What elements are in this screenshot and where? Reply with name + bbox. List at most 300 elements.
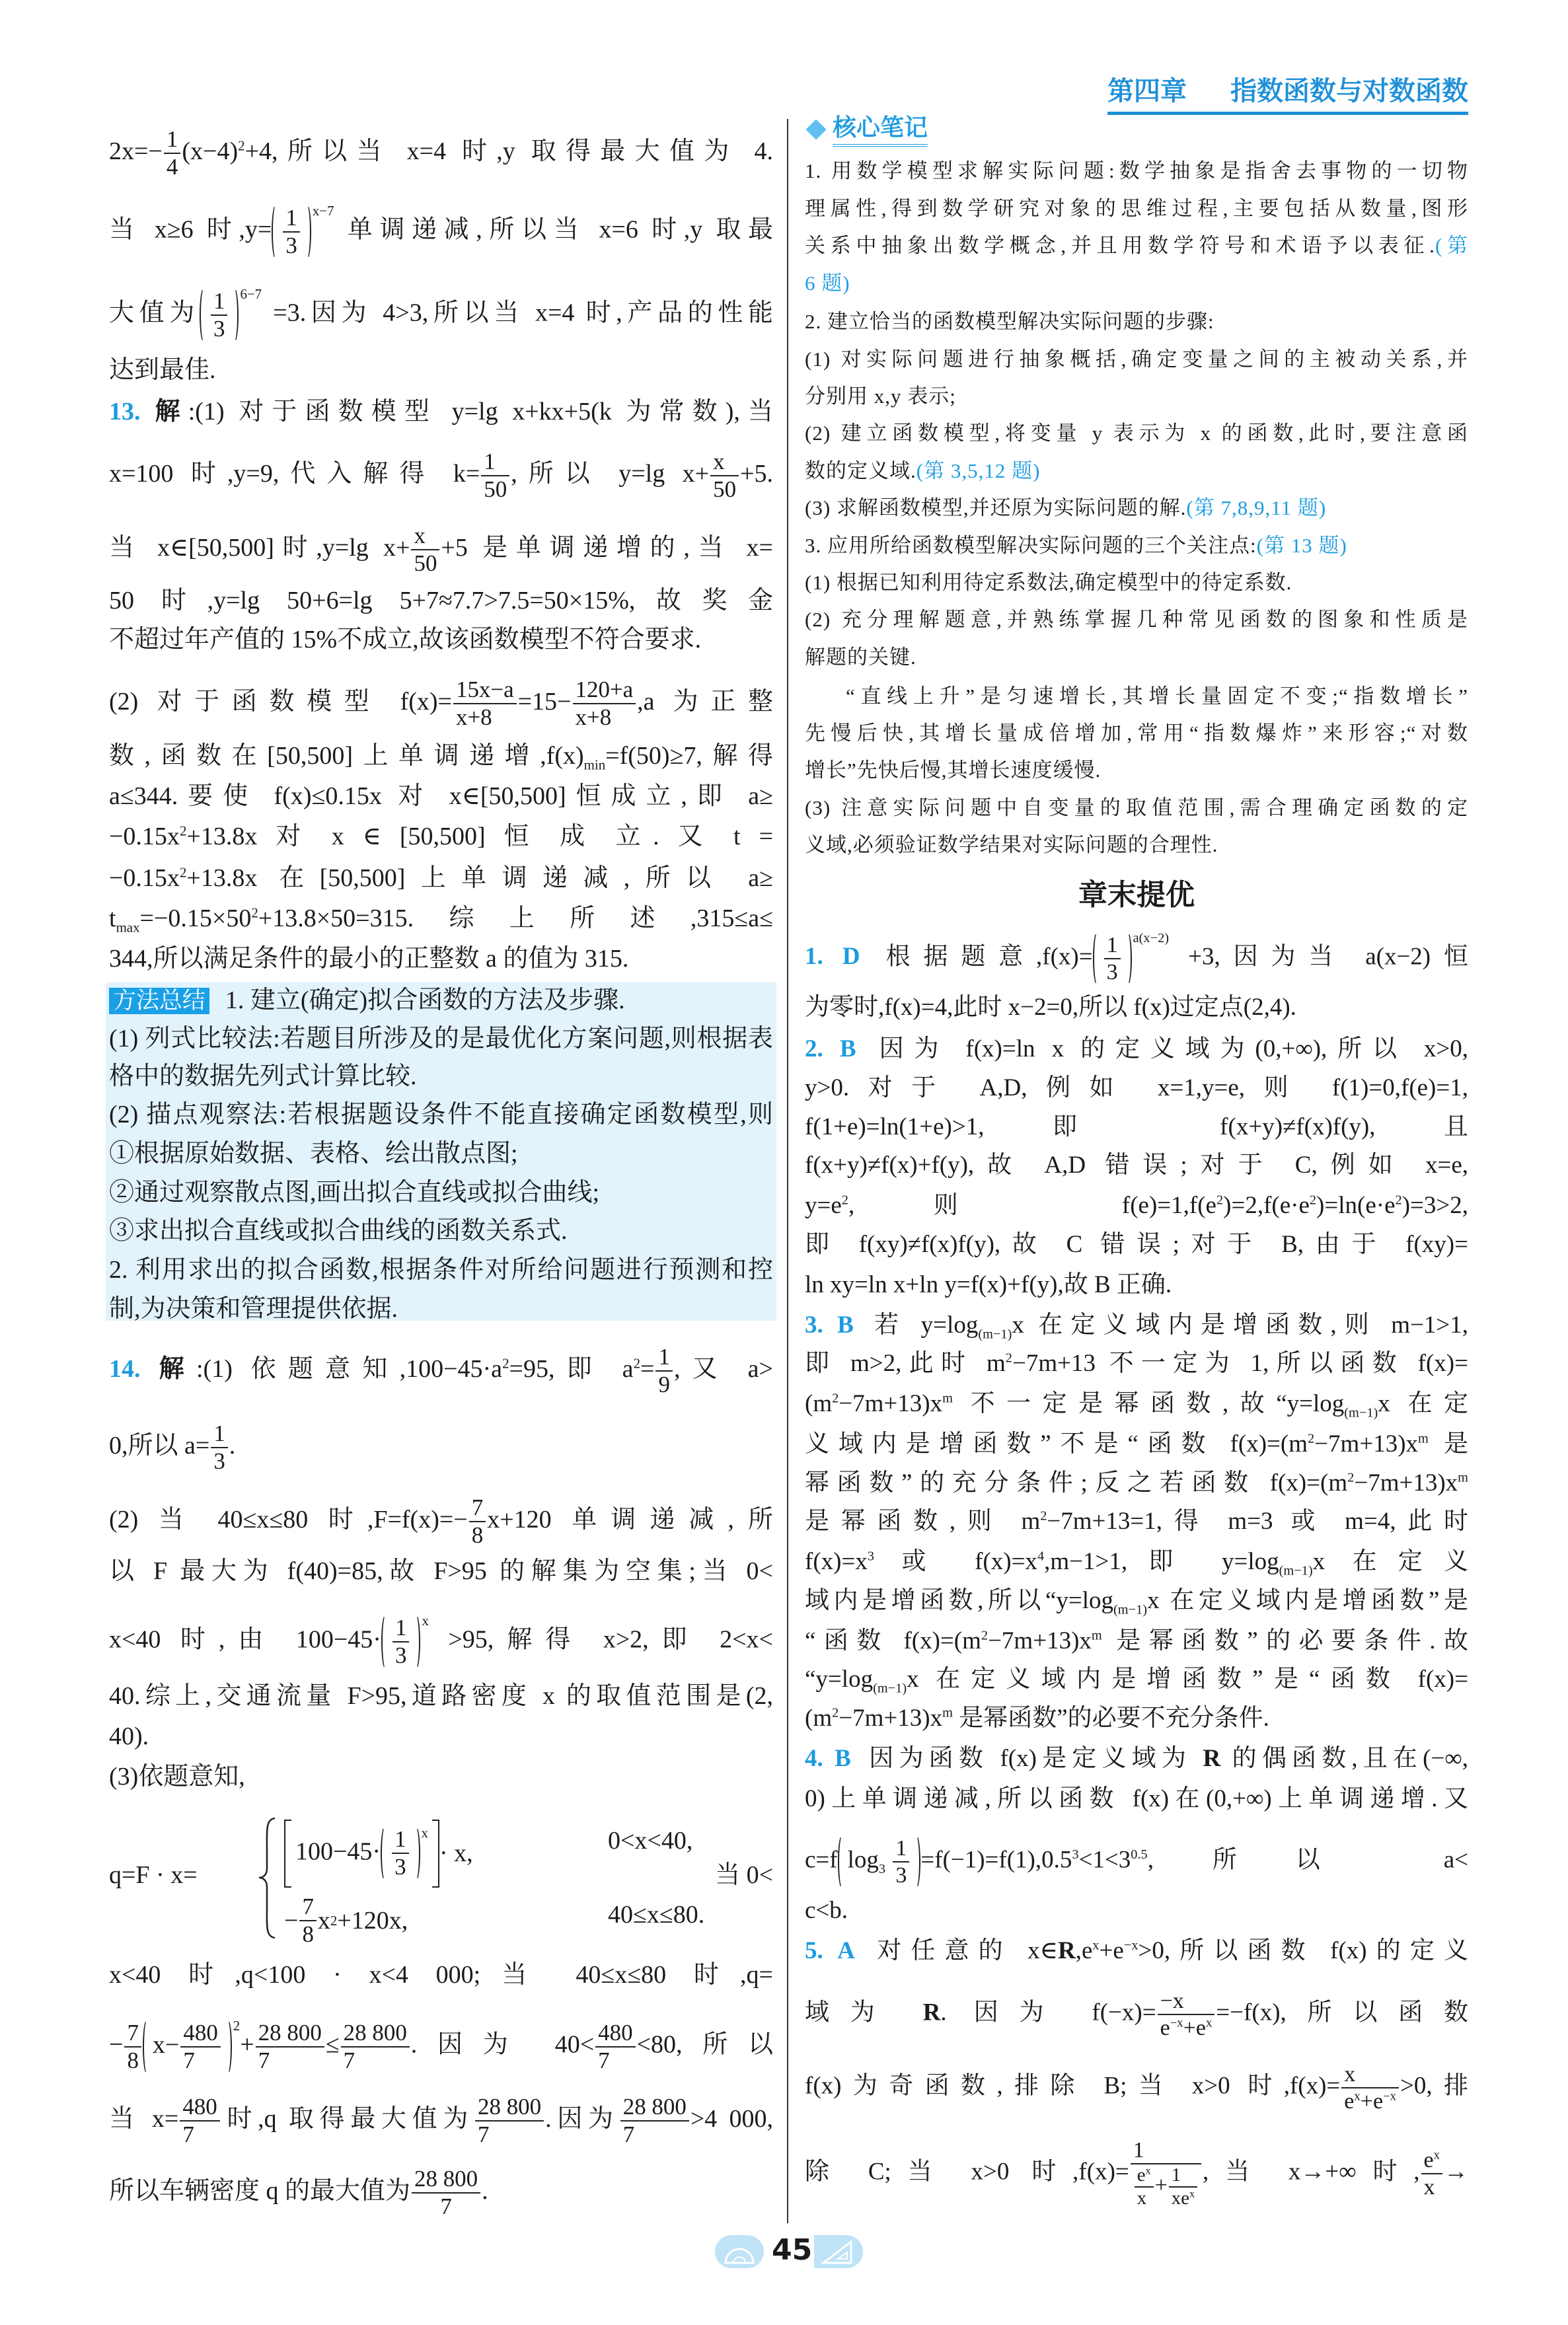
column-divider (787, 119, 788, 2223)
right-paren (303, 204, 311, 260)
text (885, 1846, 891, 1873)
text-line (109, 1132, 773, 1175)
text: 480 (182, 2094, 217, 2120)
superscript: 2 (1040, 1508, 1047, 1524)
text: −0.15x (109, 823, 180, 850)
text: x+8 (455, 704, 492, 731)
text-line (109, 897, 773, 940)
bold-text: R (1057, 1937, 1076, 1964)
superscript: 2 (238, 137, 245, 154)
text-line (805, 1930, 1468, 1972)
denominator (1135, 2188, 1154, 2209)
text-line (109, 1017, 773, 1060)
text: − (284, 1907, 299, 1935)
text: x+8 (575, 704, 612, 731)
text: 义域,必须验证数学结果对实际问题的合理性. (805, 833, 1218, 856)
numerator (1341, 2061, 1399, 2088)
text-line (805, 1890, 1468, 1932)
subscript: 3 (878, 1861, 886, 1876)
superscript: m (1091, 1628, 1102, 1643)
superscript: 2 (1347, 1470, 1355, 1485)
superscript: m (1418, 1431, 1429, 1446)
text: −7m+13)x (839, 1705, 943, 1732)
text: t (109, 904, 116, 932)
denominator (211, 1448, 227, 1475)
text: 7 (440, 2194, 452, 2220)
text: x− (152, 2030, 180, 2059)
text: 0)上单调递减,所以函数 f(x)在(0,+∞)上单调递增.又 (805, 1785, 1468, 1812)
text: 28 800 (622, 2094, 687, 2120)
right-paren (412, 1614, 420, 1670)
text: +5 是单调递增的,当 x= (441, 533, 773, 562)
text: 2. 利用求出的拟合函数,根据条件对所给问题进行预测和控 (109, 1256, 773, 1284)
text-line (109, 286, 773, 342)
text: 1 (394, 1614, 407, 1641)
text: 50 (484, 476, 507, 503)
text-line (805, 2061, 1468, 2114)
text: 8 (302, 1921, 314, 1948)
superscript: 2 (832, 1705, 839, 1720)
text: 1 (484, 449, 496, 474)
left-paren (1093, 932, 1101, 986)
text: 域内是增函数,所以“y=log (805, 1587, 1114, 1614)
text: x (1423, 2174, 1435, 2199)
text-line (109, 1344, 773, 1398)
parenthesized-expression (143, 2019, 240, 2075)
math-group (391, 1826, 410, 1880)
text: 1 (895, 1835, 907, 1861)
text-line (805, 1343, 1468, 1385)
text: >95,解得 x>2,即 2<x< (428, 1625, 773, 1654)
numerator (411, 523, 439, 550)
text-line (805, 599, 1468, 641)
denominator (469, 1522, 486, 1549)
denominator (453, 704, 517, 731)
text: ,m−1>1,即 y=log (1044, 1548, 1279, 1575)
text: 2. 建立恰当的函数模型解决实际问题的步骤: (805, 310, 1214, 333)
math-group (1137, 2164, 1151, 2186)
text-line (805, 301, 1468, 343)
piecewise-lhs: q=F · x= (109, 1861, 198, 1889)
text-line (109, 1093, 773, 1136)
text-line (805, 712, 1468, 755)
text: −7m+13)x (1354, 1469, 1458, 1496)
text: e (1160, 2016, 1170, 2041)
text: 当 x= (109, 2104, 179, 2133)
text: x (1344, 2062, 1356, 2086)
question-label: 1. D (805, 943, 860, 971)
question-label: 3. B (805, 1311, 854, 1339)
text: 480 (183, 2019, 218, 2046)
text: ln xy=ln x+ln y=f(x)+f(y),故 B 正确. (805, 1271, 1172, 1298)
math-group (153, 2020, 222, 2074)
text: 28 800 (414, 2166, 478, 2192)
bold-text: 解 (147, 1354, 196, 1383)
piecewise-tail-text: 当 0< (715, 1861, 773, 1889)
math-group (1160, 2016, 1213, 2040)
text-line (109, 1421, 773, 1475)
text-line (109, 1675, 773, 1717)
fraction (211, 288, 227, 342)
text: ,e (1075, 1937, 1093, 1964)
text-line (109, 203, 773, 258)
text: x (317, 1907, 330, 1935)
text: e (1137, 2164, 1146, 2186)
fraction (392, 1826, 408, 1880)
text: f(x)=x (805, 1548, 868, 1575)
text-line (109, 1755, 773, 1798)
text: 480 (598, 2019, 633, 2046)
text: 除 C;当 x>0 时,f(x)= (805, 2158, 1129, 2186)
text: 50 时,y=lg 50+6=lg 5+7≈7.7>7.5=50×15%,故奖金 (109, 587, 773, 614)
numerator (475, 2094, 544, 2122)
text-line (109, 1495, 773, 1549)
exponent: 6−7 (240, 286, 262, 302)
text: − (109, 2030, 124, 2059)
denominator (299, 1921, 316, 1948)
text: 3 (1106, 959, 1118, 984)
superscript: 2 (251, 904, 258, 921)
text: (1) 根据已知利用待定系数法,确定模型中的待定系数. (805, 571, 1292, 594)
text: 的偶函数,且在(−∞, (1220, 1745, 1468, 1772)
text-line (805, 225, 1468, 267)
text: +13.8x 在[50,500]上单调递减,所以 a≥ (186, 864, 773, 892)
text: −0.15x (109, 864, 180, 892)
denominator (341, 2048, 410, 2074)
right-bracket (432, 1820, 439, 1888)
text: (x−4) (182, 137, 239, 165)
text: y>0.对于 A,D,例如 x=1,y=e,则 f(1)=0,f(e)=1, (805, 1074, 1468, 1101)
text: f(1+e)=ln(1+e)>1,即 f(x+y)≠f(x)f(y),且 (805, 1113, 1468, 1140)
exponent: x (422, 1613, 429, 1629)
text: 7 (182, 2122, 194, 2148)
fraction (620, 2094, 689, 2148)
question-reference: (第 (1435, 234, 1468, 257)
text: (1) 对实际问题进行抽象概括,确定变量之间的主被动关系,并 (805, 348, 1468, 371)
text: (2) 对于函数模型 f(x)= (109, 687, 452, 716)
text: x 在定 (1378, 1390, 1468, 1417)
text-line (805, 338, 1468, 381)
text: 7 (622, 2122, 635, 2148)
left-paren (272, 204, 280, 260)
denominator (1158, 2015, 1215, 2041)
text: 7 (598, 2047, 610, 2073)
superscript: 2 (1395, 1193, 1402, 1208)
superscript: 2 (1309, 1193, 1317, 1208)
text-line (805, 1697, 1468, 1740)
fraction (180, 2094, 219, 2148)
fraction (299, 1894, 316, 1948)
fraction (283, 205, 299, 259)
text-line (109, 618, 773, 661)
superscript: 2 (502, 1355, 509, 1372)
text: 28 800 (258, 2019, 322, 2046)
text: 根据题意,f(x)= (866, 943, 1093, 971)
text: (3) 求解函数模型,并还原为实际问题的解. (805, 496, 1187, 519)
subscript: (m−1) (1113, 1602, 1148, 1617)
text: 3. 应用所给函数模型解决实际问题的三个关注点: (805, 534, 1257, 557)
text: 1 (394, 1826, 406, 1853)
text: +13.8×50=315.综上所述,315≤a≤ (258, 904, 773, 932)
denominator (256, 2048, 324, 2074)
numerator (412, 2166, 480, 2194)
fraction (475, 2094, 544, 2148)
numerator (180, 2020, 220, 2048)
chapter-title: 指数函数与对数函数 (1230, 76, 1468, 106)
text: 是幂函数,则 m (805, 1508, 1041, 1535)
text: xe (1171, 2188, 1190, 2209)
right-paren (912, 1835, 920, 1889)
superscript: 2 (1308, 1431, 1315, 1446)
text: >0,排 (1400, 2072, 1468, 2100)
text-line (805, 1988, 1468, 2041)
text: 7 (258, 2047, 270, 2073)
text: 100−45· (295, 1837, 381, 1866)
text: 1 (213, 1421, 225, 1446)
section-title: 章末提优 (1078, 878, 1195, 912)
text-line (805, 1541, 1468, 1583)
text: 数,函数在[50,500]上单调递增,f(x) (109, 742, 584, 770)
text-line (109, 126, 773, 180)
denominator (655, 1372, 672, 1398)
text: x 在定义域内是增函数”是“函数 f(x)= (907, 1666, 1468, 1693)
subscript: max (116, 919, 140, 936)
fraction (1135, 2164, 1154, 2210)
text-line (109, 349, 773, 391)
text: 1 (1171, 2164, 1181, 2186)
text: 或 f(x)=x (874, 1548, 1037, 1575)
text: 40.综上,交通流量 F>95,道路密度 x 的取值范围是(2, (109, 1682, 773, 1710)
denominator (1131, 2164, 1201, 2210)
math-group (295, 1826, 428, 1882)
numerator (1135, 2164, 1154, 2188)
text: 4 (166, 154, 178, 180)
text: (1) 列式比较法:若题目所涉及的是最优化方案问题,则根据表 (109, 1025, 773, 1052)
text: )=3>2, (1401, 1192, 1468, 1219)
fraction (164, 126, 180, 180)
numerator (1131, 2137, 1201, 2164)
numerator (392, 1615, 409, 1642)
text-line (109, 857, 773, 899)
numerator (211, 1421, 227, 1448)
text-line (109, 2166, 773, 2220)
text: 不超过年产值的 15%不成立,故该函数模型不符合要求. (109, 626, 702, 653)
text: 50 (414, 550, 437, 577)
text: x (1137, 2188, 1147, 2209)
superscript: x (1354, 2089, 1361, 2104)
text: x+120 单调递减,所 (487, 1505, 773, 1533)
fraction (411, 523, 439, 577)
text-line (805, 262, 1468, 305)
text: −7m+13)x (1314, 1430, 1419, 1458)
superscript: x (1189, 2188, 1195, 2200)
brace-icon (258, 1817, 278, 1939)
left-paren (838, 1835, 846, 1889)
text: (2) 建立函数模型,将变量 y 表示为 x 的函数,此时,要注意函 (805, 422, 1468, 445)
parenthesized-expression (200, 287, 262, 343)
text-line (805, 749, 1468, 792)
fraction (1421, 2147, 1442, 2200)
denominator (710, 476, 739, 503)
text: 7 (478, 2122, 490, 2148)
chapter-header (1107, 70, 1468, 115)
subscript: min (583, 757, 606, 773)
text-line (805, 986, 1468, 1029)
core-notes-title: 核心笔记 (833, 112, 928, 147)
text: 时,q 取得最大值为 (221, 2104, 474, 2133)
text-line (805, 1500, 1468, 1543)
text: 制,为决策和管理提供依据. (109, 1295, 398, 1323)
text: 是幂函数”的必要不充分条件. (952, 1705, 1269, 1732)
text: · x, (439, 1839, 473, 1868)
superscript: 3 (867, 1549, 875, 1564)
numerator (453, 677, 517, 704)
text: 即 f(xy)≠f(x)f(y),故 C 错误;对于 B,由于 f(xy)= (805, 1231, 1468, 1258)
text-line (805, 931, 1468, 984)
text-line (805, 1620, 1468, 1662)
text: ,又 a> (673, 1354, 773, 1383)
fraction (1131, 2137, 1201, 2210)
denominator (411, 550, 439, 577)
text-line (805, 1778, 1468, 1820)
numerator (164, 126, 180, 154)
text: 域为 (805, 1999, 923, 2026)
text: 8 (471, 1522, 484, 1549)
right-paren (230, 287, 239, 343)
superscript: x (1092, 1938, 1100, 1953)
text-line (109, 1249, 773, 1291)
text: x (713, 449, 725, 474)
set-square-icon (814, 2235, 863, 2268)
text-line (109, 390, 773, 433)
text: +e (1099, 1937, 1124, 1964)
math-group (1133, 2164, 1199, 2209)
text: 9 (658, 1372, 670, 1398)
numerator (481, 449, 509, 476)
superscript: x (1205, 2016, 1213, 2030)
math-group (1344, 2089, 1396, 2114)
text: 当 x≥6 时,y= (109, 215, 272, 244)
superscript: 2 (1216, 1193, 1224, 1208)
text: 0,所以 a= (109, 1431, 210, 1459)
text: x<40 时,由 100−45· (109, 1625, 381, 1654)
text-line (109, 775, 773, 817)
text: 当 x∈[50,500]时,y=lg x+ (109, 533, 410, 562)
text: .因为 (545, 2104, 619, 2133)
denominator (180, 2048, 220, 2074)
superscript: 2 (179, 864, 187, 881)
text-line (805, 1383, 1468, 1425)
left-bracket (284, 1820, 291, 1888)
text: f(x+y)≠f(x)+f(y),故 A,D 错误;对于 C,例如 x=e, (805, 1152, 1468, 1179)
denominator (1169, 2188, 1197, 2209)
text: :(1) 对于函数模型 y=lg x+kx+5(k 为常数),当 (188, 398, 773, 425)
subscript: (m−1) (1279, 1563, 1313, 1578)
text: +e (1360, 2089, 1384, 2114)
fraction (893, 1835, 909, 1888)
math-group (391, 1615, 410, 1669)
text: =f(50)≥7,解得 (605, 742, 773, 770)
text-line (109, 1171, 773, 1214)
denominator (475, 2122, 544, 2148)
superscript: 2 (179, 823, 187, 839)
text-line (109, 1288, 773, 1330)
denominator (1421, 2174, 1442, 2200)
text: 先慢后快,其增长量成倍增加,常用“指数爆炸”来形容;“对数 (805, 721, 1468, 745)
text-line (805, 787, 1468, 829)
text-line (109, 677, 773, 731)
text: x<40 时,q<100 · x<4 000;当 40≤x≤80 时,q= (109, 1961, 773, 1989)
text-line (805, 1264, 1468, 1306)
numerator (469, 1495, 486, 1522)
text: ,所以 a< (1147, 1846, 1468, 1874)
text: 3 (285, 232, 297, 258)
subscript: (m−1) (1344, 1405, 1378, 1421)
text: c<b. (805, 1897, 848, 1924)
text: 对任意的 x∈ (861, 1937, 1058, 1964)
text: +4,所以当 x=4 时,y 取得最大值为 4. (244, 137, 773, 165)
text: =−f(x),所以函数 (1216, 1999, 1468, 2026)
text-line (805, 1067, 1468, 1109)
text: c=f (805, 1846, 838, 1874)
text-line (805, 1185, 1468, 1227)
numerator (180, 2094, 219, 2122)
text: 7 (302, 1894, 314, 1919)
text-line (805, 2137, 1468, 2209)
piecewise-function (109, 1810, 773, 1948)
text: . (229, 1431, 236, 1459)
text: 7 (183, 2047, 195, 2073)
text: <1<3 (1078, 1846, 1131, 1874)
text: (m (805, 1705, 833, 1732)
text: 1. 建立(确定)拟合函数的方法及步骤. (225, 986, 625, 1014)
text: ≤ (325, 2030, 340, 2059)
text: ,所以 y=lg x+ (511, 459, 710, 488)
text: (m (805, 1390, 833, 1417)
text: x=100 时,y=9,代入解得 k= (109, 459, 480, 488)
text: . 因为 f(−x)= (940, 1999, 1156, 2026)
text: → (1444, 2158, 1468, 2186)
superscript: −x (1383, 2089, 1396, 2104)
text-line (805, 150, 1468, 192)
left-paren (381, 1826, 389, 1882)
text: = (640, 1354, 655, 1383)
exponent: x−7 (312, 203, 334, 219)
text: =15− (517, 687, 572, 716)
numerator (299, 1894, 316, 1921)
bold-text: R (922, 1999, 941, 2026)
text: 理属性,得到数学研究对象的思维过程,主要包括从数量,图形 (805, 197, 1468, 220)
superscript: x (1433, 2148, 1440, 2162)
text: f(x)为奇函数,排除 B;当 x>0 时,f(x)= (805, 2072, 1341, 2100)
text: 1. 用数学模型求解实际问题:数学抽象是指舍去事物的一切物 (805, 159, 1468, 182)
text: ,当 x→+∞时, (1203, 2158, 1420, 2186)
bracketed-expression (284, 1820, 439, 1888)
text-line (805, 1658, 1468, 1701)
superscript: 2 (633, 1355, 641, 1372)
denominator (620, 2122, 689, 2148)
math-group (209, 288, 229, 342)
text: 3 (394, 1642, 407, 1668)
superscript: 2 (981, 1628, 989, 1643)
question-reference: (第 3,5,12 题) (916, 459, 1041, 482)
text: 是幂函数”的必要条件.故 (1101, 1627, 1468, 1654)
question-label: 2. B (805, 1035, 856, 1062)
text-line (805, 1580, 1468, 1622)
numerator (211, 288, 227, 316)
text: =f(−1)=f(1),0.5 (920, 1846, 1072, 1874)
left-paren (381, 1614, 390, 1670)
